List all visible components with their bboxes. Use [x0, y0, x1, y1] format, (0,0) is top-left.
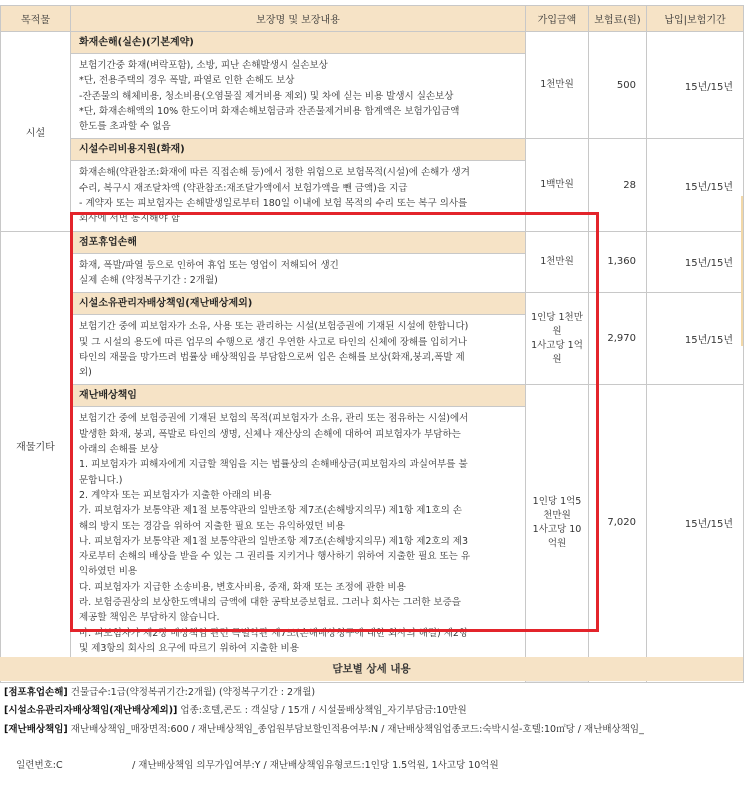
amount-line: 천만원 — [543, 509, 571, 521]
detail-text: 업종:호텔,콘도 : 객실당 / 15개 / 시설물배상책임_자기부담금:10만원 — [177, 705, 467, 717]
detail-term: [재난배상책임] — [4, 723, 68, 735]
coverage-title: 재난배상책임 — [71, 385, 525, 407]
coverage-title: 점포휴업손해 — [71, 232, 525, 254]
coverage-line: 화재손해(약관참조:화재에 따른 직접손해 등)에서 정한 위험으로 보험목적(시설)에 손해가 생겨 — [79, 167, 470, 179]
coverage-line: 및 제3항의 회사의 요구에 따르기 위하여 지출한 비용 — [79, 642, 299, 654]
detail-text: 재난배상책임_매장면적:600 / 재난배상책임_종업원부담보할인적용여부:N / 재난배상책임업종코드:숙박시설-호텔:10㎡당 / 재난배상책임_ — [67, 723, 644, 735]
coverage-line: 회사에 서면 통지해야 함 — [79, 213, 180, 225]
coverage-description — [71, 161, 525, 230]
coverage-cell — [71, 231, 526, 293]
coverage-line: *단, 전용주택의 경우 폭발, 파열로 인한 손해도 보상 — [79, 75, 295, 87]
detail-row — [4, 684, 742, 702]
coverage-description — [71, 315, 525, 384]
col-header-target: 목적물 — [1, 6, 71, 32]
coverage-line: 해의 방지 또는 경감을 위하여 지출한 필요 또는 유익하였던 비용 — [79, 520, 345, 532]
coverage-line: 실제 손해 (약정복구기간 : 2개월) — [79, 274, 218, 286]
table-row — [1, 231, 744, 293]
table-row — [1, 385, 744, 661]
page-edge-mark — [741, 196, 743, 346]
amount-cell: 1천만원 — [526, 32, 589, 139]
details-body — [4, 684, 742, 794]
coverage-line: 보험기간 중에 피보험자가 소유, 사용 또는 관리하는 시설(보험증권에 기재된 시설에 한합니다) — [79, 321, 469, 333]
detail-term: [점포휴업손해] — [4, 687, 68, 698]
period-cell: 15년/15년 — [647, 293, 744, 385]
table-row — [1, 293, 744, 385]
coverage-line: 보험기간 중에 보험증권에 기재된 보험의 목적(피보험자가 소유, 관리 또는 점유하는 시설)에서 — [79, 413, 469, 425]
premium-cell: 1,360 — [589, 231, 647, 293]
coverage-line: 화재, 폭발/파열 등으로 인하여 휴업 또는 영업이 저해되어 생긴 — [79, 259, 339, 271]
period-cell: 15년/15년 — [647, 231, 744, 293]
coverage-table — [0, 5, 744, 683]
col-header-coverage: 보장명 및 보장내용 — [71, 6, 526, 32]
coverage-line: 외) — [79, 367, 92, 379]
coverage-title: 시설수리비용지원(화재) — [71, 139, 525, 161]
amount-line: 원 — [552, 325, 562, 337]
detail-text: 건물급수:1급(약정복귀기간:2개월) (약정복구기간 : 2개월) — [67, 687, 316, 698]
coverage-line: 자로부터 손해의 배상을 받을 수 있는 그 권리를 지키거나 행사하기 위하여 지출한 필요 또는 유 — [79, 551, 471, 563]
premium-cell: 7,020 — [589, 385, 647, 661]
coverage-title: 시설소유관리자배상책임(재난배상제외) — [71, 293, 525, 315]
coverage-description — [71, 54, 525, 138]
amount-line: 1인당 1천만 — [531, 311, 583, 323]
coverage-line: 가. 피보험자가 보통약관 제1절 보통약관의 일반조항 제7조(손해방지의무) 제1항 제1호의 손 — [79, 505, 462, 517]
amount-line: 1인당 1억5 — [532, 495, 582, 507]
period-cell: 15년/15년 — [647, 32, 744, 139]
coverage-cell — [71, 32, 526, 139]
coverage-line: 수리, 복구시 재조달차액 (약관참조:재조달가액에서 보험가액을 뺀 금액)을 지급 — [79, 182, 408, 194]
details-header: 담보별 상세 내용 — [0, 657, 743, 681]
table-row — [1, 139, 744, 231]
coverage-cell — [71, 293, 526, 385]
coverage-line: *단, 화재손해액의 10% 한도이며 화재손해보험금과 잔존물제거비용 합계액은 보험가입금액 — [79, 105, 460, 117]
detail-row — [4, 702, 742, 720]
detail-text: 일련번호:C / 재난배상책임 의무가입여부:Y / 재난배상책임유형코드:1인당 1.5억원, 1사고당 10억원 — [16, 760, 499, 772]
amount-cell: 1천만원 — [526, 231, 589, 293]
amount-cell: 1백만원 — [526, 139, 589, 231]
coverage-description — [71, 254, 525, 293]
coverage-line: 아래의 손해를 보상 — [79, 444, 159, 456]
coverage-title: 화재손해(실손)(기본계약) — [71, 32, 525, 54]
col-header-premium: 보험료(원) — [589, 6, 647, 32]
coverage-line: 마. 피보험자가 제2장 배상책임 관련 특별약관 제7조(손해배상청구에 대한 회사의 해결) 제2항 — [79, 627, 469, 639]
coverage-cell — [71, 385, 526, 661]
amount-line: 원 — [552, 353, 562, 365]
col-header-amount: 가입금액 — [526, 6, 589, 32]
coverage-line: 보험기간중 화재(벼락포함), 소방, 피난 손해발생시 실손보상 — [79, 60, 328, 71]
coverage-cell — [71, 139, 526, 231]
table-row — [1, 32, 744, 139]
period-cell: 15년/15년 — [647, 385, 744, 661]
coverage-line: 타인의 재물을 망가뜨려 법률상 배상책임을 부담함으로써 입은 손해를 보상(화재,붕괴,폭발 제 — [79, 351, 465, 363]
coverage-line: -잔존물의 해체비용, 청소비용(오염물질 제거비용 제외) 및 차에 싣는 비용 발생시 실손보상 — [79, 90, 454, 102]
coverage-line: 라. 보험증권상의 보상한도액내의 금액에 대한 공탁보증보험료. 그러나 회사는 그러한 보증을 — [79, 597, 461, 609]
coverage-line: 제공할 책임은 부담하지 않습니다. — [79, 612, 220, 624]
amount-cell — [526, 385, 589, 661]
premium-cell: 2,970 — [589, 293, 647, 385]
coverage-line: 1. 피보험자가 피해자에게 지급할 책임을 지는 법률상의 손해배상금(피보험자의 과실여부를 불 — [79, 459, 468, 471]
table-header-row — [1, 6, 744, 32]
coverage-line: 한도를 초과할 수 없음 — [79, 121, 171, 133]
premium-cell: 28 — [589, 139, 647, 231]
coverage-line: 나. 피보험자가 보통약관 제1절 보통약관의 일반조항 제7조(손해방지의무) 제1항 제2호의 제3 — [79, 535, 469, 547]
coverage-description — [71, 407, 525, 660]
coverage-line: - 계약자 또는 피보험자는 손해발생일로부터 180일 이내에 보험 목적의 수리 또는 복구 의사를 — [79, 198, 468, 210]
category-cell: 시설 — [1, 32, 71, 232]
premium-cell: 500 — [589, 32, 647, 139]
period-cell: 15년/15년 — [647, 139, 744, 231]
coverage-line: 및 그 시설의 용도에 따른 업무의 수행으로 생긴 우연한 사고로 타인의 신체에 장해를 입히거나 — [79, 336, 467, 348]
detail-row — [4, 739, 742, 794]
amount-line: 1사고당 10 — [532, 523, 582, 535]
amount-line: 1사고당 1억 — [531, 339, 583, 351]
coverage-line: 문합니다.) — [79, 474, 123, 486]
amount-cell — [526, 293, 589, 385]
coverage-line: 2. 계약자 또는 피보험자가 지출한 아래의 비용 — [79, 489, 272, 501]
amount-line: 억원 — [547, 537, 567, 549]
detail-term: [시설소유관리자배상책임(재난배상제외)] — [4, 705, 178, 717]
col-header-period: 납입|보험기간 — [647, 6, 744, 32]
coverage-line: 발생한 화재, 붕괴, 폭발로 타인의 생명, 신체나 재산상의 손해에 대하여 피보험자가 부담하는 — [79, 428, 461, 440]
detail-row — [4, 721, 742, 739]
coverage-line: 익하였던 비용 — [79, 566, 138, 578]
coverage-line: 다. 피보험자가 지급한 소송비용, 변호사비용, 중재, 화재 또는 조정에 관한 비용 — [79, 581, 406, 593]
category-cell: 재물기타 — [1, 231, 71, 661]
